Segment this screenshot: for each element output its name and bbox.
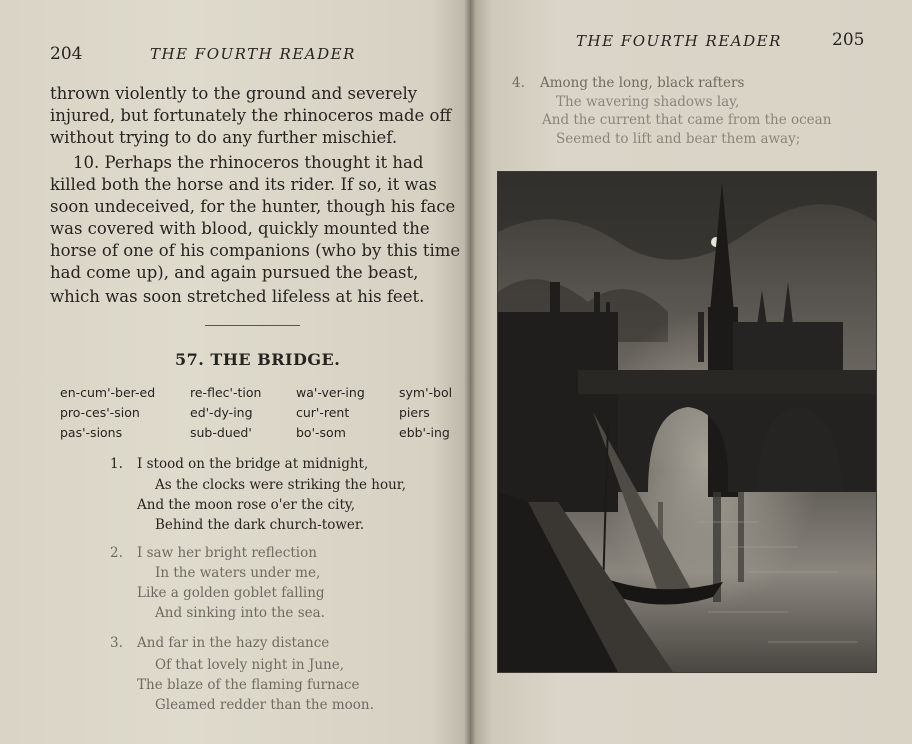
poem-line: And the moon rose o'er the city,	[137, 497, 356, 513]
poem-line: And the current that came from the ocean	[542, 112, 832, 128]
bridge-illustration	[498, 172, 876, 672]
page-number: 205	[832, 30, 865, 50]
stanza-number: 1.	[110, 456, 123, 472]
vocab-word: piers	[399, 405, 430, 420]
poem-line: The wavering shadows lay,	[556, 94, 740, 110]
running-head: THE FOURTH READER	[576, 32, 782, 50]
poem-line: The blaze of the flaming furnace	[137, 677, 360, 693]
prose-line: without trying to do any further mischief.	[50, 128, 398, 147]
vocab-word: en-cum'-ber-ed	[60, 385, 156, 400]
vocab-word: re-flec'-tion	[190, 385, 262, 400]
poem-line: Gleamed redder than the moon.	[155, 697, 374, 713]
poem-line: I stood on the bridge at midnight,	[137, 456, 369, 472]
vocab-word: sub-dued'	[190, 425, 252, 440]
section-title: 57. THE BRIDGE.	[175, 350, 341, 369]
poem-line: Like a golden goblet falling	[137, 585, 325, 601]
vocab-word: pas'-sions	[60, 425, 123, 440]
stanza-number: 2.	[110, 545, 123, 561]
poem-line: Seemed to lift and bear them away;	[556, 131, 801, 147]
poem-line: Among the long, black rafters	[540, 75, 745, 91]
vocab-word: sym'-bol	[399, 385, 453, 400]
stanza-number: 4.	[512, 75, 525, 91]
prose-line: soon undeceived, for the hunter, though his face	[50, 197, 456, 216]
prose-line: which was soon stretched lifeless at his feet.	[50, 287, 425, 306]
prose-line: had come up), and again pursued the beast,	[50, 263, 419, 282]
page-number: 204	[50, 44, 83, 64]
vocab-word: ebb'-ing	[399, 425, 450, 440]
vocab-word: pro-ces'-sion	[60, 405, 140, 420]
vocab-word: wa'-ver-ing	[296, 385, 365, 400]
poem-line: I saw her bright reflection	[137, 545, 317, 561]
poem-line: In the waters under me,	[155, 565, 321, 581]
prose-line: 10. Perhaps the rhinoceros thought it had	[73, 153, 424, 172]
vocab-word: cur'-rent	[296, 405, 350, 420]
stanza-number: 3.	[110, 635, 123, 651]
poem-line: Of that lovely night in June,	[155, 657, 344, 673]
section-divider	[205, 325, 300, 326]
poem-line: Behind the dark church-tower.	[155, 517, 365, 533]
poem-line: And sinking into the sea.	[155, 605, 325, 621]
prose-line: was covered with blood, quickly mounted the	[50, 219, 430, 238]
poem-line: As the clocks were striking the hour,	[155, 477, 407, 493]
poem-line: And far in the hazy distance	[137, 635, 330, 651]
running-head: THE FOURTH READER	[150, 45, 356, 63]
prose-line: injured, but fortunately the rhinoceros made off	[50, 106, 452, 125]
prose-line: killed both the horse and its rider. If so, it was	[50, 175, 437, 194]
vocab-word: bo'-som	[296, 425, 346, 440]
prose-line: thrown violently to the ground and severely	[50, 84, 418, 103]
book-gutter	[464, 0, 476, 744]
bridge-at-midnight-image	[498, 172, 876, 672]
vocab-word: ed'-dy-ing	[190, 405, 253, 420]
prose-line: horse of one of his companions (who by this time	[50, 241, 461, 260]
